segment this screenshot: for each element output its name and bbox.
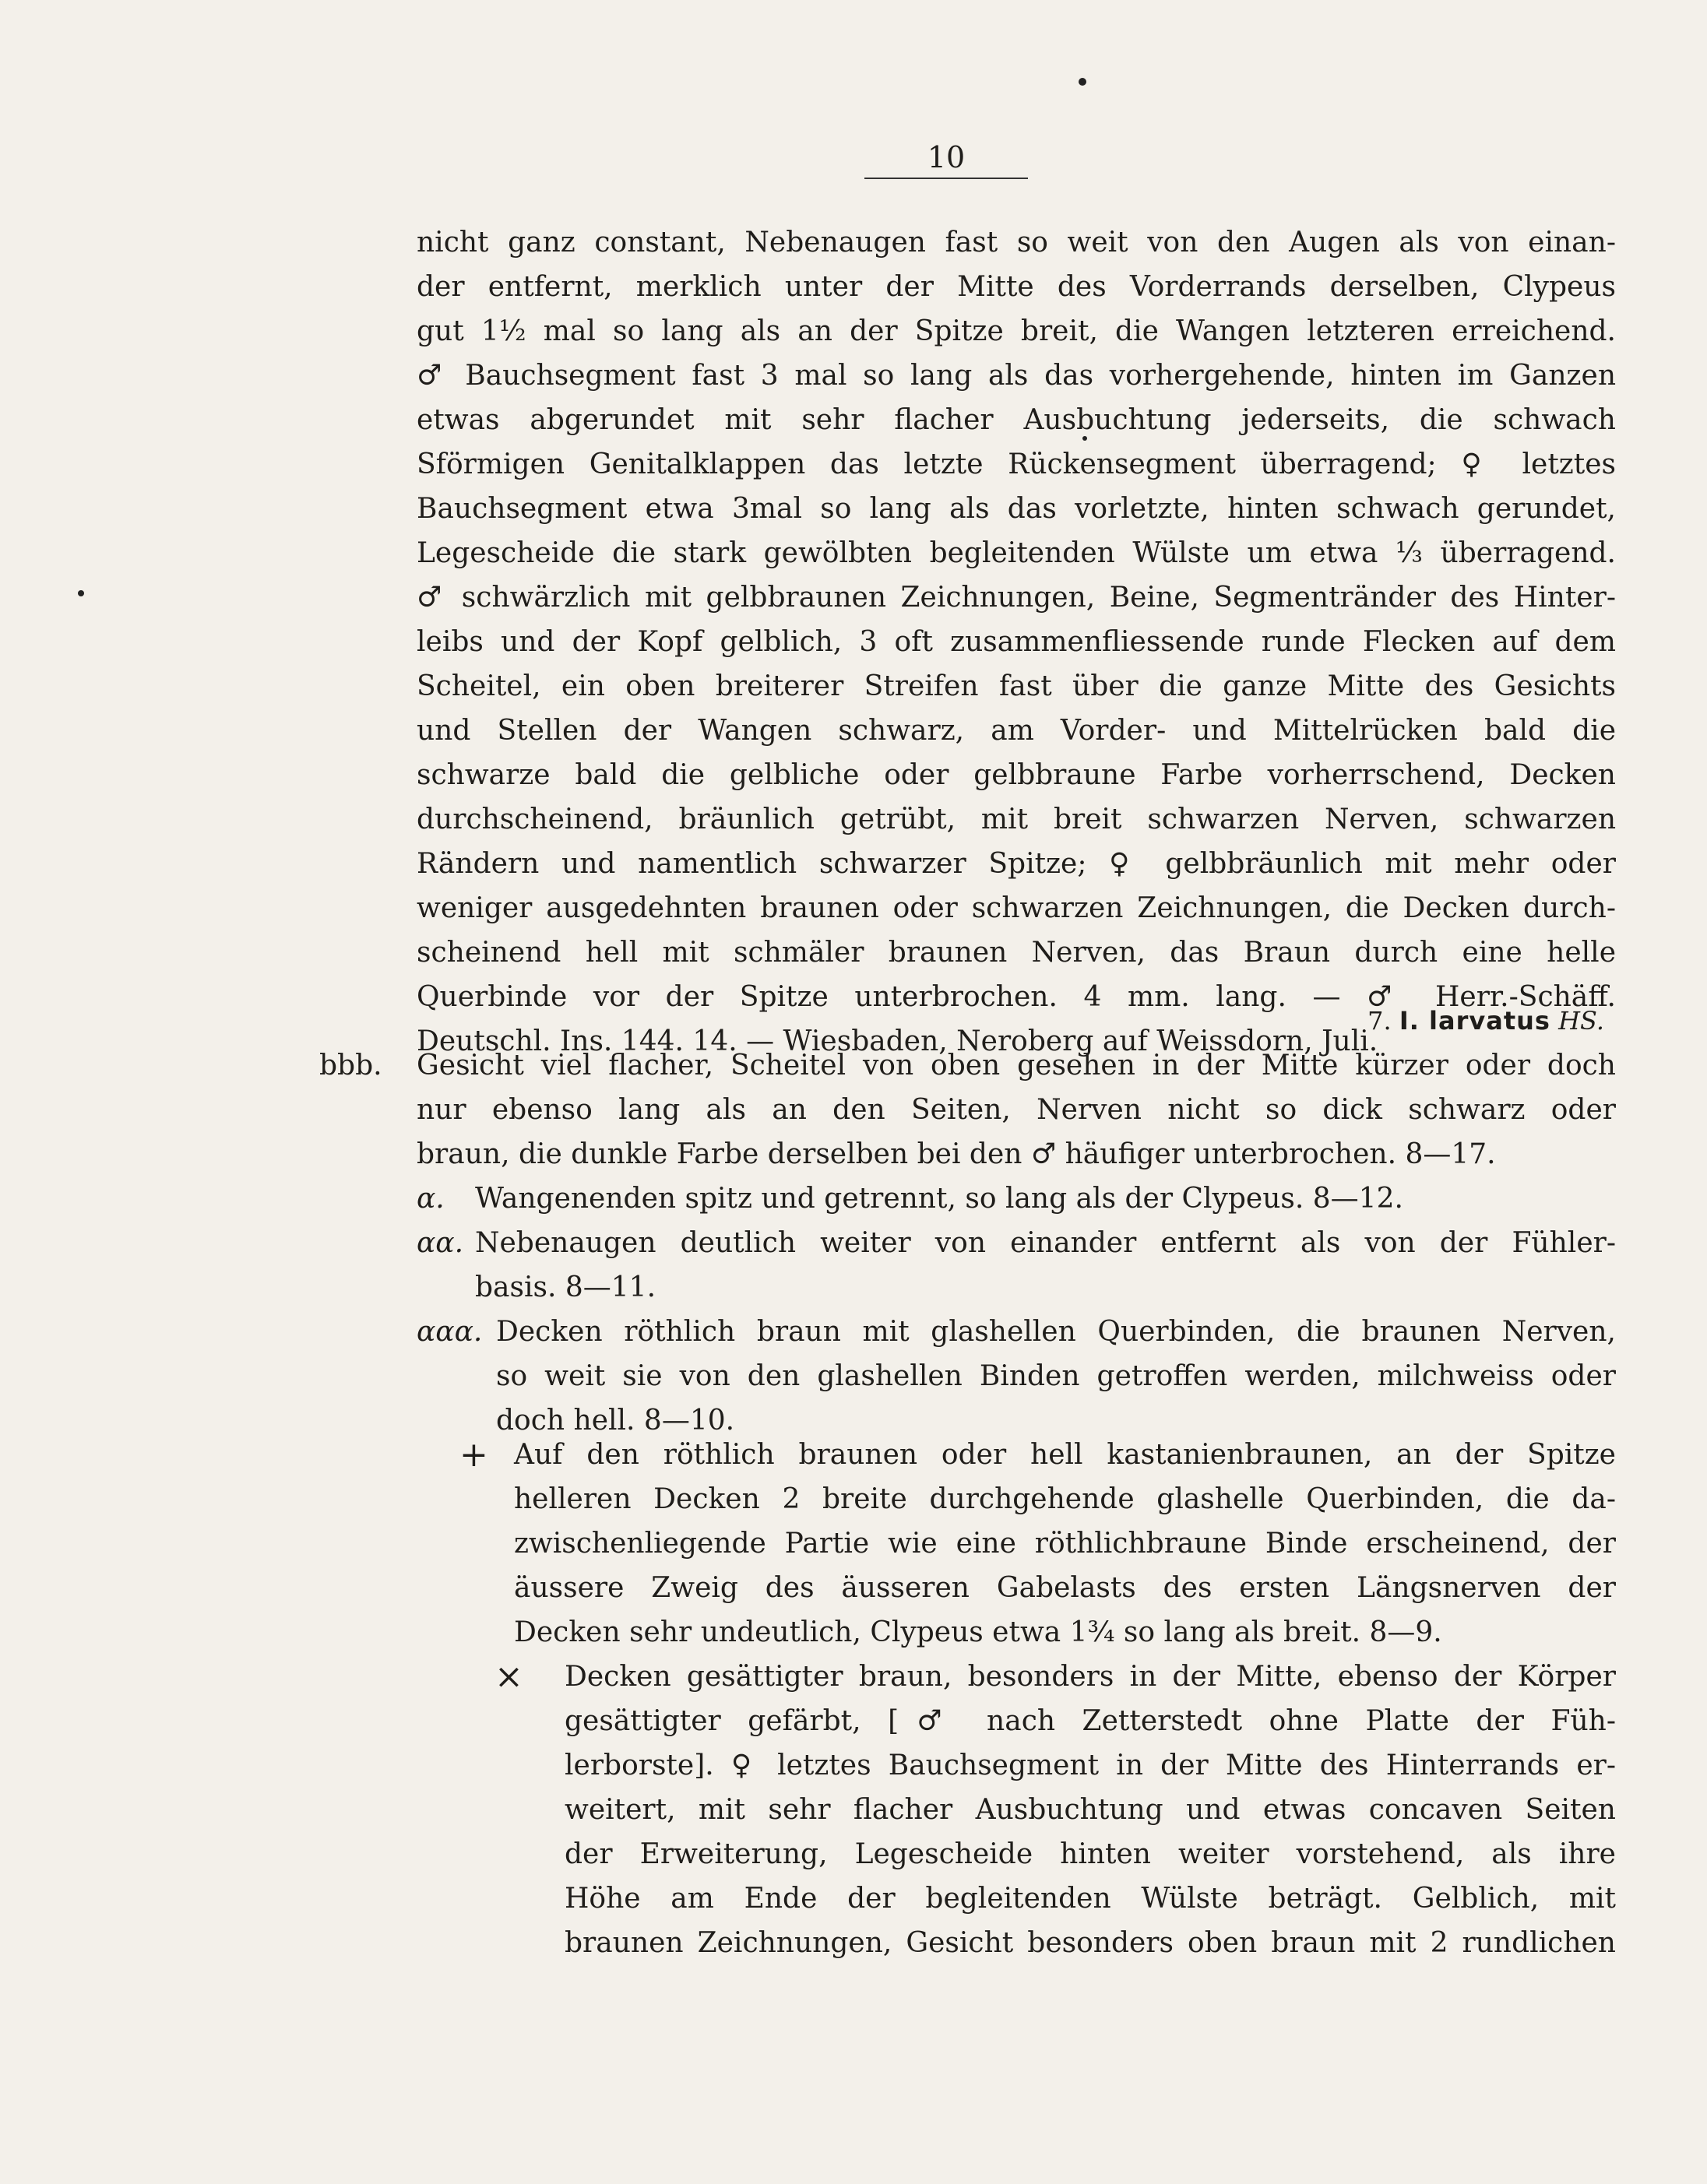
page-number-rule: [864, 178, 1028, 179]
text-line: basis. 8—11.: [475, 1271, 656, 1303]
key-entry-plus: [514, 1433, 1616, 1655]
text-line: etwas abgerundet mit sehr flacher Ausbuchtung jederseits, die schwach: [417, 404, 1616, 436]
text-line: weitert, mit sehr flacher Ausbuchtung und etwas concaven Seiten: [565, 1794, 1616, 1826]
text-line: der Erweiterung, Legescheide hinten weiter vorstehend, als ihre: [565, 1838, 1616, 1870]
text-line: braun, die dunkle Farbe derselben bei den ♂ häufiger unterbrochen. 8—17.: [417, 1138, 1496, 1170]
species-heading: [1254, 999, 1604, 1043]
ink-speck: [1079, 78, 1086, 86]
text-line: lerborste]. ♀ letztes Bauchsegment in der Mitte des Hinterrands er-: [565, 1750, 1616, 1781]
text-line: ♂ schwärzlich mit gelbbraunen Zeichnungen, Beine, Segmentränder des Hinter-: [417, 582, 1616, 614]
species-number: 7.: [1367, 1006, 1392, 1036]
key-label-cross: ×: [495, 1657, 523, 1697]
text-line: nicht ganz constant, Nebenaugen fast so weit von den Augen als von einan-: [417, 227, 1616, 258]
text-line: gesättigter gefärbt, [♂ nach Zetterstedt ohne Platte der Füh-: [565, 1705, 1616, 1737]
key-label-alpha-alpha: αα.: [417, 1227, 464, 1259]
key-entry-alpha-alpha-alpha: [496, 1310, 1616, 1443]
text-line: Legescheide die stark gewölbten begleitenden Wülste um etwa ⅓ überragend.: [417, 537, 1616, 569]
text-line: Decken gesättigter braun, besonders in der Mitte, ebenso der Körper: [565, 1661, 1616, 1693]
text-line: braunen Zeichnungen, Gesicht besonders oben braun mit 2 rundlichen: [565, 1927, 1616, 1959]
text-line: Scheitel, ein oben breiterer Streifen fast über die ganze Mitte des Gesichts: [417, 670, 1616, 702]
text-line: Deutschl. Ins. 144. 14. — Wiesbaden, Neroberg auf Weissdorn, Juli.: [417, 1025, 1378, 1057]
text-line: äussere Zweig des äusseren Gabelasts des ersten Längsnerven der: [514, 1572, 1616, 1604]
text-line: Wangenenden spitz und getrennt, so lang als der Clypeus. 8—12.: [475, 1183, 1403, 1215]
text-line: nur ebenso lang als an den Seiten, Nerven nicht so dick schwarz oder: [417, 1094, 1616, 1126]
page-number: 10: [927, 140, 966, 174]
text-line: durchscheinend, bräunlich getrübt, mit breit schwarzen Nerven, schwarzen: [417, 804, 1616, 835]
text-line: Bauchsegment etwa 3mal so lang als das vorletzte, hinten schwach gerundet,: [417, 493, 1616, 525]
key-label-alpha-alpha-alpha: ααα.: [417, 1316, 483, 1348]
text-line: ♂ Bauchsegment fast 3 mal so lang als das vorhergehende, hinten im Ganzen: [417, 360, 1616, 392]
text-line: schwarze bald die gelbliche oder gelbbraune Farbe vorherrschend, Decken: [417, 759, 1616, 791]
text-line: leibs und der Kopf gelblich, 3 oft zusammenfliessende runde Flecken auf dem: [417, 626, 1616, 658]
key-label-bbb: bbb.: [319, 1050, 382, 1081]
text-line: zwischenliegende Partie wie eine röthlichbraune Binde erscheinend, der: [514, 1528, 1616, 1560]
text-line: doch hell. 8—10.: [496, 1405, 735, 1437]
text-line: der entfernt, merklich unter der Mitte des Vorderrands derselben, Clypeus: [417, 271, 1616, 303]
text-line: Nebenaugen deutlich weiter von einander entfernt als von der Fühler-: [475, 1227, 1616, 1259]
key-entry-alpha: [475, 1176, 1616, 1221]
key-entry-cross: [565, 1655, 1616, 1965]
text-line: Decken sehr undeutlich, Clypeus etwa 1¾ so lang als breit. 8—9.: [514, 1616, 1442, 1648]
text-line: Höhe am Ende der begleitenden Wülste beträgt. Gelblich, mit: [565, 1883, 1616, 1915]
key-entry-alpha-alpha: [475, 1221, 1616, 1310]
text-line: Decken röthlich braun mit glashellen Querbinden, die braunen Nerven,: [496, 1316, 1616, 1348]
text-line: Auf den röthlich braunen oder hell kastanienbraunen, an der Spitze: [514, 1439, 1616, 1471]
text-line: Sförmigen Genitalklappen das letzte Rückensegment überragend; ♀ letztes: [417, 448, 1616, 480]
text-line: Gesicht viel flacher, Scheitel von oben gesehen in der Mitte kürzer oder doch: [417, 1050, 1616, 1081]
text-line: helleren Decken 2 breite durchgehende glashelle Querbinden, die da-: [514, 1483, 1616, 1515]
text-line: Querbinde vor der Spitze unterbrochen. 4 mm. lang. — ♂ Herr.-Schäff.: [417, 981, 1616, 1013]
species-name: I. larvatus: [1399, 1006, 1550, 1036]
text-line: Rändern und namentlich schwarzer Spitze; ♀ gelbbräunlich mit mehr oder: [417, 848, 1616, 880]
text-line: weniger ausgedehnten braunen oder schwarzen Zeichnungen, die Decken durch-: [417, 892, 1616, 924]
key-label-plus: +: [459, 1435, 488, 1475]
text-line: gut 1½ mal so lang als an der Spitze breit, die Wangen letzteren erreichend.: [417, 315, 1616, 347]
intro-paragraph: [417, 220, 1616, 1064]
text-line: und Stellen der Wangen schwarz, am Vorder- und Mittelrücken bald die: [417, 715, 1616, 747]
text-line: scheinend hell mit schmäler braunen Nerven, das Braun durch eine helle: [417, 937, 1616, 969]
key-label-alpha: α.: [417, 1183, 445, 1215]
text-line: so weit sie von den glashellen Binden getroffen werden, milchweiss oder: [496, 1360, 1616, 1392]
key-entry-bbb: [417, 1043, 1616, 1176]
species-author: HS.: [1558, 1006, 1604, 1036]
ink-speck: [78, 590, 84, 596]
